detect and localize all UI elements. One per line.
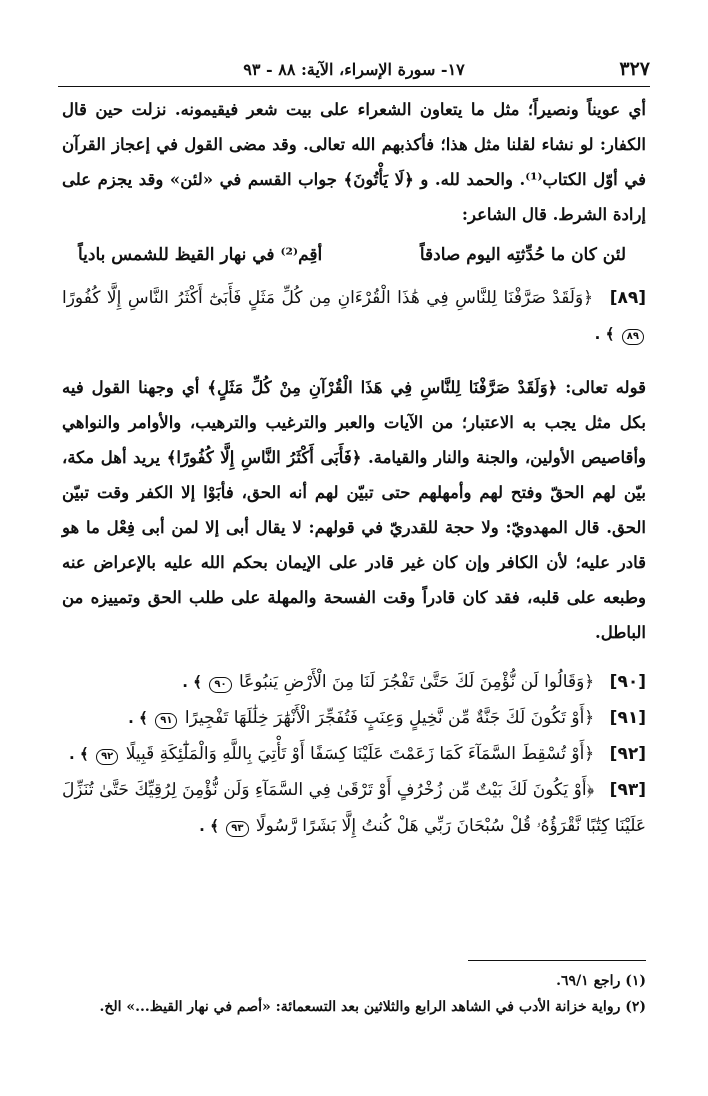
verse-number: [٩٠] bbox=[609, 672, 646, 692]
verse-number: [٩٣] bbox=[609, 780, 646, 800]
footnote-2: (٢) رواية خزانة الأدب في الشاهد الرابع والثلاثين بعد التسعمائة: «أصم في نهار القيظ...» الخ. bbox=[99, 999, 646, 1015]
quran-verse-90 bbox=[62, 664, 646, 700]
commentary-paragraph-2: قوله تعالى: ﴿وَلَقَدْ صَرَّفْنَا لِلنَّاسِ فِي هَذَا الْقُرْآنِ مِنْ كُلِّ مَثَلٍ﴾ أي وجهنا القول فيه بكل مثل يجب به الاعتبار؛ من الآيات والعبر والترغيب والترهيب، والأوامر والنواهي وأقاصيص الأولين، والجنة والنار والقيامة. ﴿فَأَبَى أَكْثَرُ النَّاسِ إِلَّا كُفُورًا﴾ يريد أهل مكة، بيّن لهم الحقّ وفتح لهم وأمهلهم حتى تبيّن لهم أنه الحق، فأبَوْا إلا الكفر وقت تبيّن الحق. قال المهدويّ: ولا حجة للقدريّ في قولهم: لا يقال أبى إلا لمن أبى فِعْل ما هو قادر عليه؛ لأن الكافر وإن كان غير قادر على الإيمان بحكم الله عليه بالإعراض عنه وطبعه على قلبه، فقد كان قادراً وقت الفسحة والمهلة على طلب الحق وتمييزه من الباطل. bbox=[62, 378, 646, 642]
verse-closing: ﴾ . bbox=[594, 325, 615, 343]
footnote-divider bbox=[468, 960, 646, 961]
verse-closing: ﴾ . bbox=[199, 817, 219, 835]
verse-closing: ﴾ . bbox=[128, 709, 148, 727]
poem-verse bbox=[78, 236, 626, 274]
verse-closing: ﴾ . bbox=[68, 745, 89, 763]
page-body bbox=[62, 92, 646, 844]
ayah-end-marker: ٨٩ bbox=[622, 329, 644, 345]
verse-text: ﴿أَوْ يَكُونَ لَكَ بَيْتٌ مِّن زُخْرُفٍ أَوْ تَرْقَىٰ فِي السَّمَآءِ وَلَن نُّؤْمِنَ لِرُقِيِّكَ حَتَّىٰ تُنَزِّلَ عَلَيْنَا كِتَٰبًا نَّقْرَؤُهُۥ قُلْ سُبْحَانَ رَبِّي هَلْ كُنتُ إِلَّا بَشَرًا رَّسُولًا bbox=[62, 780, 646, 836]
poem-hemistich-2: أقِم⁽²⁾ في نهار القيظ للشمس بادياً bbox=[78, 245, 323, 265]
ayah-end-marker: ٩٣ bbox=[226, 821, 248, 837]
page-number: ٣٢٧ bbox=[619, 58, 650, 80]
commentary-paragraph-1: أي عويناً ونصيراً؛ مثل ما يتعاون الشعراء على بيت شعر فيقيمونه. نزلت حين قال الكفار: لو نشاء لقلنا مثل هذا؛ فأكذبهم الله تعالى. وقد مضى القول في إعجاز القرآن في أوّل الكتاب⁽¹⁾. والحمد لله. و ﴿لَا يَأْتُونَ﴾ جواب القسم في «لئن» وقد يجزم على إرادة الشرط. قال الشاعر: bbox=[62, 100, 646, 224]
poem-hemistich-1: لئن كان ما حُدِّثتِه اليوم صادقاً bbox=[419, 245, 626, 265]
verse-closing: ﴾ . bbox=[182, 673, 202, 691]
ayah-end-marker: ٩٠ bbox=[209, 677, 231, 693]
quran-verse-91 bbox=[62, 700, 646, 736]
quran-verse-89 bbox=[62, 280, 646, 352]
quran-verse-92 bbox=[62, 736, 646, 772]
quran-verse-93 bbox=[62, 772, 646, 844]
ayah-end-marker: ٩٢ bbox=[96, 749, 118, 765]
running-title: ١٧- سورة الإسراء، الآية: ٨٨ - ٩٣ bbox=[243, 60, 465, 79]
page-header bbox=[58, 56, 650, 87]
verse-text: ﴿وَلَقَدْ صَرَّفْنَا لِلنَّاسِ فِي هَٰذَا الْقُرْءَانِ مِن كُلِّ مَثَلٍ فَأَبَىٰٓ أَكْثَرُ النَّاسِ إِلَّا كُفُورًا bbox=[62, 288, 594, 308]
verse-number: [٨٩] bbox=[609, 288, 647, 308]
verse-text: ﴿أَوْ تَكُونَ لَكَ جَنَّةٌ مِّن نَّخِيلٍ وَعِنَبٍ فَتُفَجِّرَ الْأَنْهَٰرَ خِلَٰلَهَا تَفْجِيرًا bbox=[184, 708, 595, 728]
footnote-1: (١) راجع ٦٩/١. bbox=[556, 973, 646, 989]
verse-text: ﴿أَوْ تُسْقِطَ السَّمَآءَ كَمَا زَعَمْتَ عَلَيْنَا كِسَفًا أَوْ تَأْتِيَ بِاللَّهِ وَالْمَلَٰٓئِكَةِ قَبِيلًا bbox=[125, 744, 595, 764]
ayah-end-marker: ٩١ bbox=[155, 713, 177, 729]
verse-number: [٩٢] bbox=[609, 744, 646, 764]
footnotes bbox=[62, 968, 646, 1020]
verse-number: [٩١] bbox=[609, 708, 646, 728]
verse-text: ﴿وَقَالُوا لَن نُّؤْمِنَ لَكَ حَتَّىٰ تَفْجُرَ لَنَا مِنَ الْأَرْضِ يَنبُوعًا bbox=[238, 672, 595, 692]
